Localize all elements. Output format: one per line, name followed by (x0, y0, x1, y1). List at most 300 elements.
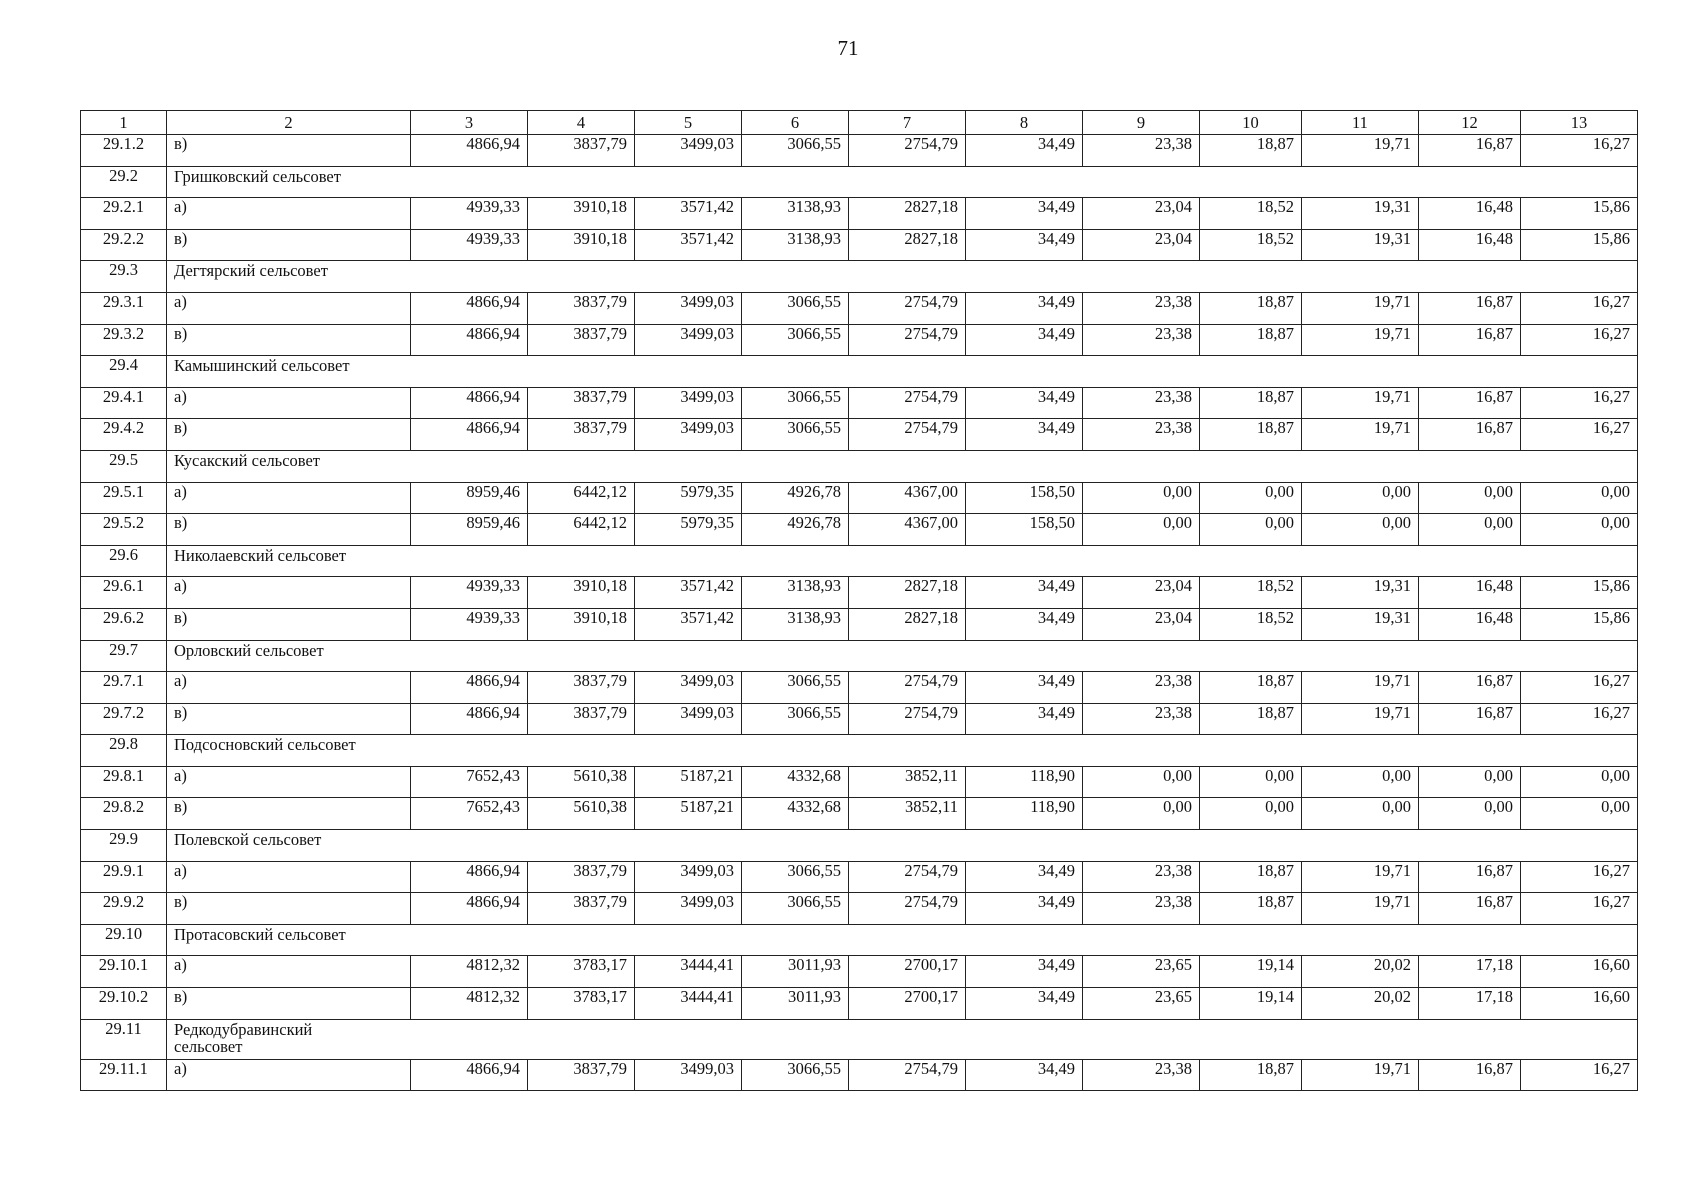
row-label: в) (167, 703, 411, 735)
row-label: а) (167, 766, 411, 798)
row-code: 29.6.1 (81, 577, 167, 609)
section-row (81, 924, 1638, 956)
value-cell: 3837,79 (528, 324, 635, 356)
row-label: в) (167, 988, 411, 1020)
value-cell: 3138,93 (742, 229, 849, 261)
row-code: 29.4.2 (81, 419, 167, 451)
value-cell: 34,49 (966, 988, 1083, 1020)
value-cell: 2754,79 (849, 1059, 966, 1091)
value-cell: 3499,03 (635, 703, 742, 735)
value-cell: 0,00 (1302, 798, 1419, 830)
column-number: 11 (1302, 111, 1419, 135)
section-row (81, 1019, 1638, 1059)
row-label: а) (167, 956, 411, 988)
value-cell: 0,00 (1419, 514, 1521, 546)
column-number: 6 (742, 111, 849, 135)
value-cell: 3852,11 (849, 798, 966, 830)
value-cell: 4939,33 (411, 608, 528, 640)
value-cell: 3499,03 (635, 893, 742, 925)
value-cell: 23,38 (1083, 893, 1200, 925)
value-cell: 3571,42 (635, 198, 742, 230)
value-cell: 5187,21 (635, 766, 742, 798)
row-code: 29.10.2 (81, 988, 167, 1020)
value-cell: 16,27 (1521, 703, 1638, 735)
table-row (81, 672, 1638, 704)
value-cell: 16,48 (1419, 229, 1521, 261)
value-cell: 18,87 (1200, 387, 1302, 419)
value-cell: 3066,55 (742, 1059, 849, 1091)
value-cell: 2754,79 (849, 861, 966, 893)
value-cell: 18,87 (1200, 893, 1302, 925)
table-row (81, 988, 1638, 1020)
value-cell: 118,90 (966, 766, 1083, 798)
value-cell: 2754,79 (849, 672, 966, 704)
value-cell: 19,71 (1302, 893, 1419, 925)
column-number: 8 (966, 111, 1083, 135)
value-cell: 18,87 (1200, 292, 1302, 324)
value-cell: 16,60 (1521, 956, 1638, 988)
value-cell: 3571,42 (635, 608, 742, 640)
value-cell: 7652,43 (411, 766, 528, 798)
value-cell: 4866,94 (411, 1059, 528, 1091)
section-row (81, 640, 1638, 672)
row-code: 29.2.1 (81, 198, 167, 230)
value-cell: 0,00 (1521, 514, 1638, 546)
section-name: Николаевский сельсовет (167, 545, 1638, 577)
table-row (81, 798, 1638, 830)
value-cell: 5979,35 (635, 514, 742, 546)
value-cell: 3499,03 (635, 324, 742, 356)
value-cell: 3910,18 (528, 577, 635, 609)
value-cell: 3066,55 (742, 893, 849, 925)
value-cell: 34,49 (966, 893, 1083, 925)
row-label: а) (167, 1059, 411, 1091)
row-code: 29.10 (81, 924, 167, 956)
value-cell: 0,00 (1521, 482, 1638, 514)
value-cell: 3910,18 (528, 198, 635, 230)
value-cell: 34,49 (966, 577, 1083, 609)
value-cell: 19,31 (1302, 577, 1419, 609)
value-cell: 19,71 (1302, 387, 1419, 419)
value-cell: 34,49 (966, 324, 1083, 356)
section-name: Гришковский сельсовет (167, 166, 1638, 198)
value-cell: 34,49 (966, 387, 1083, 419)
value-cell: 0,00 (1521, 798, 1638, 830)
value-cell: 0,00 (1083, 766, 1200, 798)
value-cell: 34,49 (966, 198, 1083, 230)
table-row (81, 1059, 1638, 1091)
value-cell: 15,86 (1521, 198, 1638, 230)
row-label: в) (167, 798, 411, 830)
row-code: 29.2 (81, 166, 167, 198)
column-number: 7 (849, 111, 966, 135)
value-cell: 19,71 (1302, 861, 1419, 893)
section-name: Подсосновский сельсовет (167, 735, 1638, 767)
value-cell: 16,27 (1521, 135, 1638, 167)
value-cell: 16,87 (1419, 893, 1521, 925)
value-cell: 18,87 (1200, 672, 1302, 704)
value-cell: 15,86 (1521, 608, 1638, 640)
value-cell: 15,86 (1521, 229, 1638, 261)
value-cell: 6442,12 (528, 514, 635, 546)
value-cell: 3499,03 (635, 419, 742, 451)
value-cell: 4939,33 (411, 198, 528, 230)
value-cell: 19,71 (1302, 292, 1419, 324)
value-cell: 18,87 (1200, 861, 1302, 893)
value-cell: 23,38 (1083, 292, 1200, 324)
value-cell: 2827,18 (849, 198, 966, 230)
value-cell: 0,00 (1200, 514, 1302, 546)
value-cell: 17,18 (1419, 988, 1521, 1020)
row-label: а) (167, 387, 411, 419)
value-cell: 4866,94 (411, 861, 528, 893)
value-cell: 4866,94 (411, 893, 528, 925)
column-number: 9 (1083, 111, 1200, 135)
table-row (81, 956, 1638, 988)
table-body (81, 111, 1638, 1091)
value-cell: 3571,42 (635, 577, 742, 609)
value-cell: 0,00 (1200, 482, 1302, 514)
table-row (81, 703, 1638, 735)
section-row (81, 545, 1638, 577)
value-cell: 3837,79 (528, 893, 635, 925)
row-label: в) (167, 419, 411, 451)
column-number: 12 (1419, 111, 1521, 135)
value-cell: 16,87 (1419, 387, 1521, 419)
value-cell: 5979,35 (635, 482, 742, 514)
table-row (81, 419, 1638, 451)
table-row (81, 577, 1638, 609)
value-cell: 19,71 (1302, 672, 1419, 704)
value-cell: 23,65 (1083, 988, 1200, 1020)
value-cell: 3138,93 (742, 608, 849, 640)
value-cell: 3066,55 (742, 861, 849, 893)
value-cell: 34,49 (966, 861, 1083, 893)
table-row (81, 324, 1638, 356)
value-cell: 0,00 (1419, 766, 1521, 798)
value-cell: 0,00 (1521, 766, 1638, 798)
value-cell: 0,00 (1200, 766, 1302, 798)
value-cell: 3837,79 (528, 135, 635, 167)
value-cell: 19,31 (1302, 229, 1419, 261)
value-cell: 0,00 (1419, 482, 1521, 514)
row-code: 29.9.1 (81, 861, 167, 893)
value-cell: 16,27 (1521, 893, 1638, 925)
table-row (81, 198, 1638, 230)
value-cell: 4939,33 (411, 577, 528, 609)
value-cell: 3066,55 (742, 419, 849, 451)
value-cell: 3837,79 (528, 861, 635, 893)
value-cell: 2754,79 (849, 135, 966, 167)
row-label: в) (167, 324, 411, 356)
row-code: 29.3.2 (81, 324, 167, 356)
column-number: 4 (528, 111, 635, 135)
section-name: Дегтярский сельсовет (167, 261, 1638, 293)
value-cell: 4866,94 (411, 703, 528, 735)
value-cell: 16,27 (1521, 672, 1638, 704)
value-cell: 4866,94 (411, 419, 528, 451)
value-cell: 16,87 (1419, 419, 1521, 451)
row-code: 29.3 (81, 261, 167, 293)
value-cell: 3066,55 (742, 324, 849, 356)
section-name: Кусакский сельсовет (167, 450, 1638, 482)
value-cell: 3852,11 (849, 766, 966, 798)
row-code: 29.8.1 (81, 766, 167, 798)
value-cell: 3499,03 (635, 861, 742, 893)
section-name (167, 1019, 1638, 1059)
value-cell: 19,14 (1200, 956, 1302, 988)
value-cell: 19,31 (1302, 198, 1419, 230)
value-cell: 19,71 (1302, 135, 1419, 167)
value-cell: 0,00 (1302, 766, 1419, 798)
row-label: в) (167, 135, 411, 167)
value-cell: 18,87 (1200, 1059, 1302, 1091)
column-number: 3 (411, 111, 528, 135)
value-cell: 16,27 (1521, 861, 1638, 893)
table-row (81, 482, 1638, 514)
row-code: 29.1.2 (81, 135, 167, 167)
value-cell: 23,65 (1083, 956, 1200, 988)
value-cell: 34,49 (966, 703, 1083, 735)
row-code: 29.3.1 (81, 292, 167, 324)
value-cell: 0,00 (1419, 798, 1521, 830)
value-cell: 3571,42 (635, 229, 742, 261)
row-code: 29.11.1 (81, 1059, 167, 1091)
value-cell: 0,00 (1200, 798, 1302, 830)
value-cell: 3837,79 (528, 703, 635, 735)
value-cell: 16,48 (1419, 577, 1521, 609)
row-code: 29.2.2 (81, 229, 167, 261)
row-code: 29.8.2 (81, 798, 167, 830)
value-cell: 2827,18 (849, 229, 966, 261)
value-cell: 2700,17 (849, 956, 966, 988)
section-name: Полевской сельсовет (167, 830, 1638, 862)
value-cell: 3837,79 (528, 1059, 635, 1091)
value-cell: 18,87 (1200, 324, 1302, 356)
value-cell: 23,38 (1083, 419, 1200, 451)
value-cell: 4926,78 (742, 514, 849, 546)
section-name: Орловский сельсовет (167, 640, 1638, 672)
table-row (81, 893, 1638, 925)
value-cell: 3837,79 (528, 387, 635, 419)
column-number: 2 (167, 111, 411, 135)
value-cell: 4866,94 (411, 292, 528, 324)
table-row (81, 229, 1638, 261)
value-cell: 16,48 (1419, 198, 1521, 230)
table-row (81, 514, 1638, 546)
value-cell: 3499,03 (635, 387, 742, 419)
row-code: 29.7 (81, 640, 167, 672)
value-cell: 23,38 (1083, 1059, 1200, 1091)
value-cell: 16,87 (1419, 861, 1521, 893)
value-cell: 3783,17 (528, 988, 635, 1020)
value-cell: 16,27 (1521, 1059, 1638, 1091)
value-cell: 18,52 (1200, 577, 1302, 609)
row-label: а) (167, 292, 411, 324)
row-label: в) (167, 608, 411, 640)
row-code: 29.9.2 (81, 893, 167, 925)
value-cell: 3837,79 (528, 672, 635, 704)
row-label: а) (167, 672, 411, 704)
row-code: 29.5 (81, 450, 167, 482)
value-cell: 23,38 (1083, 861, 1200, 893)
value-cell: 34,49 (966, 956, 1083, 988)
value-cell: 19,31 (1302, 608, 1419, 640)
value-cell: 3837,79 (528, 419, 635, 451)
value-cell: 34,49 (966, 135, 1083, 167)
section-row (81, 450, 1638, 482)
column-number: 10 (1200, 111, 1302, 135)
value-cell: 20,02 (1302, 988, 1419, 1020)
value-cell: 2754,79 (849, 292, 966, 324)
value-cell: 8959,46 (411, 482, 528, 514)
value-cell: 19,71 (1302, 1059, 1419, 1091)
value-cell: 8959,46 (411, 514, 528, 546)
value-cell: 34,49 (966, 419, 1083, 451)
value-cell: 4866,94 (411, 324, 528, 356)
row-code: 29.10.1 (81, 956, 167, 988)
value-cell: 4939,33 (411, 229, 528, 261)
value-cell: 2754,79 (849, 419, 966, 451)
table-row (81, 387, 1638, 419)
value-cell: 23,04 (1083, 198, 1200, 230)
value-cell: 3444,41 (635, 988, 742, 1020)
row-code: 29.9 (81, 830, 167, 862)
value-cell: 2700,17 (849, 988, 966, 1020)
tariff-table (80, 110, 1638, 1091)
value-cell: 16,87 (1419, 292, 1521, 324)
value-cell: 23,38 (1083, 135, 1200, 167)
table-row (81, 608, 1638, 640)
row-code: 29.8 (81, 735, 167, 767)
value-cell: 4367,00 (849, 482, 966, 514)
column-number: 5 (635, 111, 742, 135)
value-cell: 3138,93 (742, 577, 849, 609)
table-row (81, 135, 1638, 167)
value-cell: 16,87 (1419, 135, 1521, 167)
column-number: 1 (81, 111, 167, 135)
row-code: 29.6 (81, 545, 167, 577)
value-cell: 18,52 (1200, 198, 1302, 230)
column-number: 13 (1521, 111, 1638, 135)
value-cell: 2827,18 (849, 608, 966, 640)
section-row (81, 735, 1638, 767)
row-code: 29.5.2 (81, 514, 167, 546)
value-cell: 16,27 (1521, 324, 1638, 356)
value-cell: 23,04 (1083, 608, 1200, 640)
row-label: а) (167, 861, 411, 893)
value-cell: 23,04 (1083, 577, 1200, 609)
value-cell: 16,27 (1521, 387, 1638, 419)
value-cell: 0,00 (1083, 798, 1200, 830)
value-cell: 0,00 (1302, 482, 1419, 514)
value-cell: 3499,03 (635, 1059, 742, 1091)
row-label: а) (167, 577, 411, 609)
value-cell: 16,60 (1521, 988, 1638, 1020)
row-label: в) (167, 229, 411, 261)
value-cell: 16,87 (1419, 324, 1521, 356)
table-row (81, 766, 1638, 798)
value-cell: 20,02 (1302, 956, 1419, 988)
row-label: в) (167, 893, 411, 925)
section-row (81, 261, 1638, 293)
value-cell: 2754,79 (849, 703, 966, 735)
value-cell: 3910,18 (528, 608, 635, 640)
value-cell: 7652,43 (411, 798, 528, 830)
value-cell: 158,50 (966, 482, 1083, 514)
row-code: 29.6.2 (81, 608, 167, 640)
value-cell: 19,71 (1302, 419, 1419, 451)
value-cell: 18,52 (1200, 229, 1302, 261)
table-row (81, 292, 1638, 324)
value-cell: 3444,41 (635, 956, 742, 988)
value-cell: 34,49 (966, 608, 1083, 640)
row-label: а) (167, 198, 411, 230)
section-row (81, 356, 1638, 388)
value-cell: 4332,68 (742, 798, 849, 830)
row-code: 29.7.2 (81, 703, 167, 735)
value-cell: 3011,93 (742, 988, 849, 1020)
value-cell: 5187,21 (635, 798, 742, 830)
value-cell: 3783,17 (528, 956, 635, 988)
value-cell: 16,87 (1419, 703, 1521, 735)
value-cell: 3499,03 (635, 672, 742, 704)
value-cell: 2754,79 (849, 387, 966, 419)
value-cell: 3066,55 (742, 135, 849, 167)
value-cell: 18,87 (1200, 419, 1302, 451)
value-cell: 4866,94 (411, 135, 528, 167)
value-cell: 23,38 (1083, 672, 1200, 704)
value-cell: 3066,55 (742, 292, 849, 324)
value-cell: 3011,93 (742, 956, 849, 988)
row-code: 29.5.1 (81, 482, 167, 514)
value-cell: 158,50 (966, 514, 1083, 546)
value-cell: 34,49 (966, 229, 1083, 261)
value-cell: 5610,38 (528, 766, 635, 798)
value-cell: 3499,03 (635, 292, 742, 324)
value-cell: 0,00 (1302, 514, 1419, 546)
value-cell: 4332,68 (742, 766, 849, 798)
value-cell: 23,38 (1083, 703, 1200, 735)
value-cell: 23,04 (1083, 229, 1200, 261)
value-cell: 19,71 (1302, 324, 1419, 356)
value-cell: 19,71 (1302, 703, 1419, 735)
value-cell: 15,86 (1521, 577, 1638, 609)
value-cell: 16,87 (1419, 1059, 1521, 1091)
column-number-row (81, 111, 1638, 135)
row-code: 29.4 (81, 356, 167, 388)
section-name-text: Редкодубравинский сельсовет (174, 1019, 313, 1056)
value-cell: 4866,94 (411, 672, 528, 704)
row-label: в) (167, 514, 411, 546)
value-cell: 4367,00 (849, 514, 966, 546)
value-cell: 18,87 (1200, 135, 1302, 167)
value-cell: 16,27 (1521, 292, 1638, 324)
value-cell: 34,49 (966, 1059, 1083, 1091)
row-code: 29.4.1 (81, 387, 167, 419)
value-cell: 4812,32 (411, 988, 528, 1020)
value-cell: 0,00 (1083, 514, 1200, 546)
value-cell: 6442,12 (528, 482, 635, 514)
value-cell: 34,49 (966, 292, 1083, 324)
value-cell: 4812,32 (411, 956, 528, 988)
value-cell: 3066,55 (742, 703, 849, 735)
value-cell: 34,49 (966, 672, 1083, 704)
value-cell: 16,87 (1419, 672, 1521, 704)
value-cell: 3066,55 (742, 672, 849, 704)
value-cell: 17,18 (1419, 956, 1521, 988)
value-cell: 23,38 (1083, 324, 1200, 356)
